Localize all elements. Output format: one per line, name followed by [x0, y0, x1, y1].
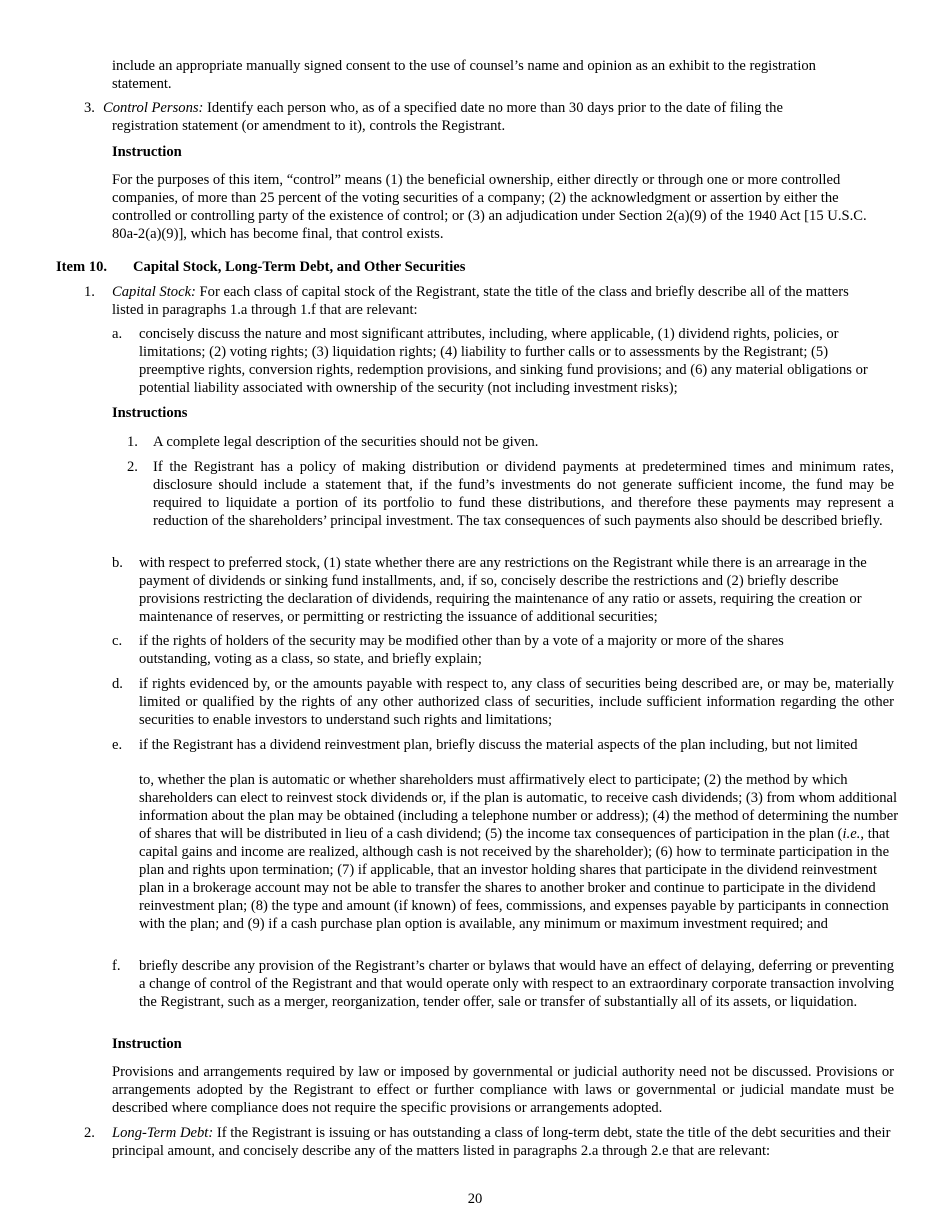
- item10-b-text: with respect to preferred stock, (1) state whether there are any restrictions on the Registrant while there is an arrearage in the payment of dividends or sinking fund installments, and, if so, concisely describe the restrictions and (2) briefly describe provisions restricting the declaration of dividends, requiring the maintenance of any ratio or assets, requiring the creation or maintenance of reserves, or permitting or restricting the issuance of additional securities;: [139, 555, 867, 625]
- item10-p1-paragraph: [112, 283, 864, 319]
- item10-p2-number: 2.: [84, 1125, 95, 1141]
- item10-f-text: briefly describe any provision of the Registrant’s charter or bylaws that would have an effect of delaying, deferring or preventing a change of control of the Registrant and that would operate only with respect to an extraordinary corporate transaction involving the Registrant, such as a merger, reorganization, tender offer, sale or transfer of substantially all of its assets, or liquidation.: [139, 958, 894, 1010]
- item10-b-letter: b.: [112, 555, 123, 571]
- item10-c-letter: c.: [112, 633, 123, 649]
- item10-a-text: concisely discuss the nature and most significant attributes, including, where applicable, (1) dividend rights, policies, or limitations; (2) voting rights; (3) liquidation rights; (4) liability to further calls or to assessments by the Registrant; (5) preemptive rights, conversion rights, redemption provisions, and sinking fund provisions; and (6) any material obligations or potential liability associated with ownership of the security (not including investment risks);: [139, 326, 868, 396]
- item10-a-letter: a.: [112, 326, 123, 342]
- item10-p1-label: Capital Stock:: [112, 284, 196, 300]
- item3-number: 3.: [84, 100, 95, 116]
- item10-instruction-heading: Instruction: [112, 1036, 182, 1052]
- item3-instruction-heading: Instruction: [112, 144, 182, 160]
- item10-e-ie: i.e.: [842, 826, 861, 842]
- item10-e-letter: e.: [112, 737, 123, 753]
- item10-number: Item 10.: [56, 259, 108, 275]
- item10-e-part2: , that capital gains and income are realized, although cash is not received by the shareholder); (6) how to terminate participation in the plan and rights upon termination; (7) if applicable, that an investor holding shares that participate in the dividend reinvestment plan in a brokerage account may not be able to transfer the shares to another broker and continue to participate in the dividend reinvestment plan; (8) the type and amount (if known) of fees, commissions, and expenses payable by participants in connection with the plan; and (9) if a cash purchase plan option is available, any minimum or maximum investment required; and: [139, 826, 890, 932]
- item10-e-text: [139, 771, 899, 933]
- item10-e-part1: to, whether the plan is automatic or whether shareholders must affirmatively elect to participate; (2) the method by which shareholders can elect to reinvest stock dividends or, if the plan is automatic, to receive cash dividends; (3) from whom additional information about the plan may be obtained (including a telephone number or address); (4) the method of determining the number of shares that will be distributed in lieu of a cash dividend; (5) the income tax consequences of participation in the plan (: [139, 772, 899, 842]
- instructions-heading: Instructions: [112, 405, 188, 421]
- item10-p1-number: 1.: [84, 284, 95, 300]
- page-number: 20: [467, 1191, 483, 1207]
- item10-d-text: if rights evidenced by, or the amounts payable with respect to, any class of securities being described are, or may be, materially limited or qualified by the rights of any other authorized class of securities, include sufficient information regarding the other securities to enable investors to understand such rights and limitations;: [139, 676, 894, 728]
- intro-continuation: include an appropriate manually signed consent to the use of counsel’s name and opinion as an exhibit to the registration statement.: [112, 58, 816, 92]
- item10-p2-label: Long-Term Debt:: [112, 1125, 214, 1141]
- item10-p1-text: For each class of capital stock of the Registrant, state the title of the class and briefly describe all of the matters listed in paragraphs 1.a through 1.f that are relevant:: [112, 284, 849, 318]
- item3-paragraph: [103, 99, 852, 135]
- item10-p2-paragraph: [112, 1124, 902, 1160]
- item10-title: Capital Stock, Long-Term Debt, and Other Securities: [133, 259, 466, 275]
- instruction-2-number: 2.: [127, 459, 138, 475]
- item10-e-line1: if the Registrant has a dividend reinvestment plan, briefly discuss the material aspects of the plan including, but not limited: [139, 737, 858, 753]
- item10-d-letter: d.: [112, 676, 123, 692]
- item3-text: Identify each person who, as of a specified date no more than 30 days prior to the date of filing the registration statement (or amendment to it), controls the Registrant.: [112, 100, 783, 134]
- item10-c-text: if the rights of holders of the security may be modified other than by a vote of a majority or more of the shares outstanding, voting as a class, so state, and briefly explain;: [139, 633, 784, 667]
- instruction-1-number: 1.: [127, 434, 138, 450]
- item10-instruction-text: Provisions and arrangements required by law or imposed by governmental or judicial authority need not be discussed. Provisions or arrangements adopted by the Registrant to effect or further compliance with laws or governmental or judicial mandate must be described where compliance does not require the specific provisions or arrangements adopted.: [112, 1064, 894, 1116]
- item3-instruction-text: For the purposes of this item, “control” means (1) the beneficial ownership, either directly or through one or more controlled companies, of more than 25 percent of the voting securities of a company; (2) the acknowledgment or assertion by either the controlled or controlling party of the existence of control; or (3) an adjudication under Section 2(a)(9) of the 1940 Act [15 U.S.C. 80a-2(a)(9)], which has become final, that control exists.: [112, 172, 867, 242]
- instruction-1-text: A complete legal description of the securities should not be given.: [153, 434, 539, 450]
- item3-label: Control Persons:: [103, 100, 204, 116]
- instruction-2-text: If the Registrant has a policy of making distribution or dividend payments at predetermined times and minimum rates, disclosure should include a statement that, if the fund’s investments do not generate sufficient income, the fund may be required to liquidate a portion of its portfolio to fund these distributions, and therefore these payments may represent a reduction of the shareholders’ principal investment. The tax consequences of such payments also should be described briefly.: [153, 459, 894, 529]
- item10-f-letter: f.: [112, 958, 121, 974]
- item10-p2-text: If the Registrant is issuing or has outstanding a class of long-term debt, state the title of the debt securities and their principal amount, and concisely describe any of the matters listed in paragraphs 2.a through 2.e that are relevant:: [112, 1125, 891, 1159]
